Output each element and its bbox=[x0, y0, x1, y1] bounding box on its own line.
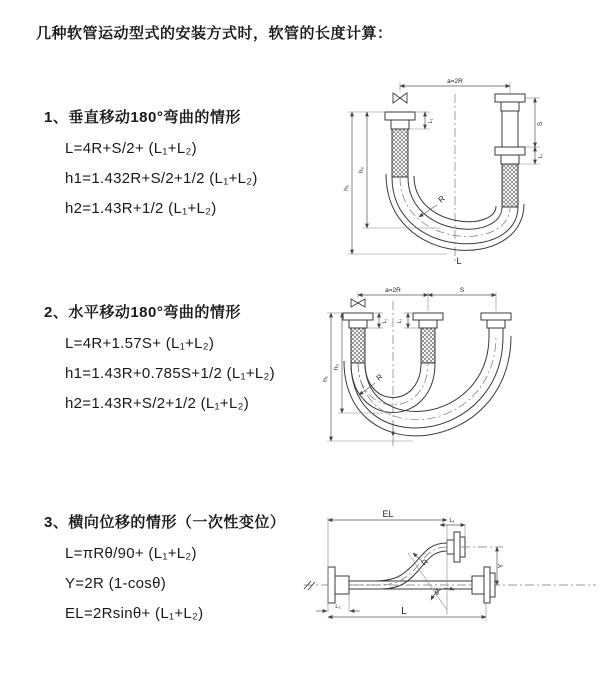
dim-label-y: Y bbox=[498, 563, 505, 569]
dim-label-el: EL bbox=[382, 509, 394, 519]
formula: L=4R+S/2+ (L₁+L₂) bbox=[65, 140, 197, 157]
formula: EL=2Rsinθ+ (L₁+L₂) bbox=[65, 605, 204, 622]
valve-icon bbox=[351, 299, 365, 307]
formula: L=πRθ/90+ (L₁+L₂) bbox=[65, 545, 197, 562]
dim-label-a2r: a=2R bbox=[447, 78, 463, 85]
dim-label-h2: h₂ bbox=[333, 363, 340, 371]
dim-label-l1: L₁ bbox=[449, 518, 455, 524]
dim-label-r: R bbox=[419, 557, 431, 568]
valve-icon bbox=[393, 93, 407, 103]
pipe-break-mark bbox=[304, 581, 315, 590]
section-2 bbox=[44, 301, 275, 425]
formula: Y=2R (1-cosθ) bbox=[65, 575, 167, 592]
dim-label-a2r: a=2R bbox=[385, 287, 401, 294]
diagram-horizontal-180-bend bbox=[313, 283, 598, 463]
dim-label-theta: θ bbox=[435, 590, 439, 597]
section-2-heading: 2、水平移动180°弯曲的情形 bbox=[44, 304, 241, 321]
dim-label-s: S bbox=[537, 121, 544, 127]
dim-label-l1: L₁ bbox=[428, 118, 434, 124]
dim-label-l2: L₂ bbox=[538, 153, 544, 159]
section-1 bbox=[44, 106, 258, 230]
dim-label-l: L bbox=[456, 256, 462, 266]
section-3 bbox=[44, 511, 285, 635]
formula: L=4R+1.57S+ (L₁+L₂) bbox=[65, 335, 215, 352]
dim-label-l1: L₁ bbox=[382, 318, 388, 324]
dim-label-h1: h₁ bbox=[343, 185, 350, 191]
diagram-lateral-displacement bbox=[300, 505, 600, 660]
formula: h2=1.43R+S/2+1/2 (L₁+L₂) bbox=[65, 395, 250, 412]
section-1-heading: 1、垂直移动180°弯曲的情形 bbox=[44, 109, 241, 126]
dim-label-h2: h₂ bbox=[358, 166, 365, 174]
formula: h2=1.43R+1/2 (L₁+L₂) bbox=[65, 200, 217, 217]
dim-label-l2: L₂ bbox=[335, 604, 341, 610]
formula: h1=1.43R+0.785S+1/2 (L₁+L₂) bbox=[65, 365, 275, 382]
dim-label-r: R bbox=[374, 372, 385, 383]
dim-label-s: S bbox=[459, 287, 465, 294]
diagram-vertical-180-bend bbox=[322, 72, 572, 272]
dim-label-l: L bbox=[401, 606, 407, 617]
formula: h1=1.432R+S/2+1/2 (L₁+L₂) bbox=[65, 170, 258, 187]
dim-label-h1: h₁ bbox=[322, 376, 329, 382]
dim-label-r: R bbox=[436, 193, 447, 205]
section-3-heading: 3、横向位移的情形（一次性变位） bbox=[44, 514, 286, 531]
dim-label-l2: L₂ bbox=[397, 318, 403, 324]
page-title: 几种软管运动型式的安装方式时，软管的长度计算： bbox=[36, 25, 393, 42]
